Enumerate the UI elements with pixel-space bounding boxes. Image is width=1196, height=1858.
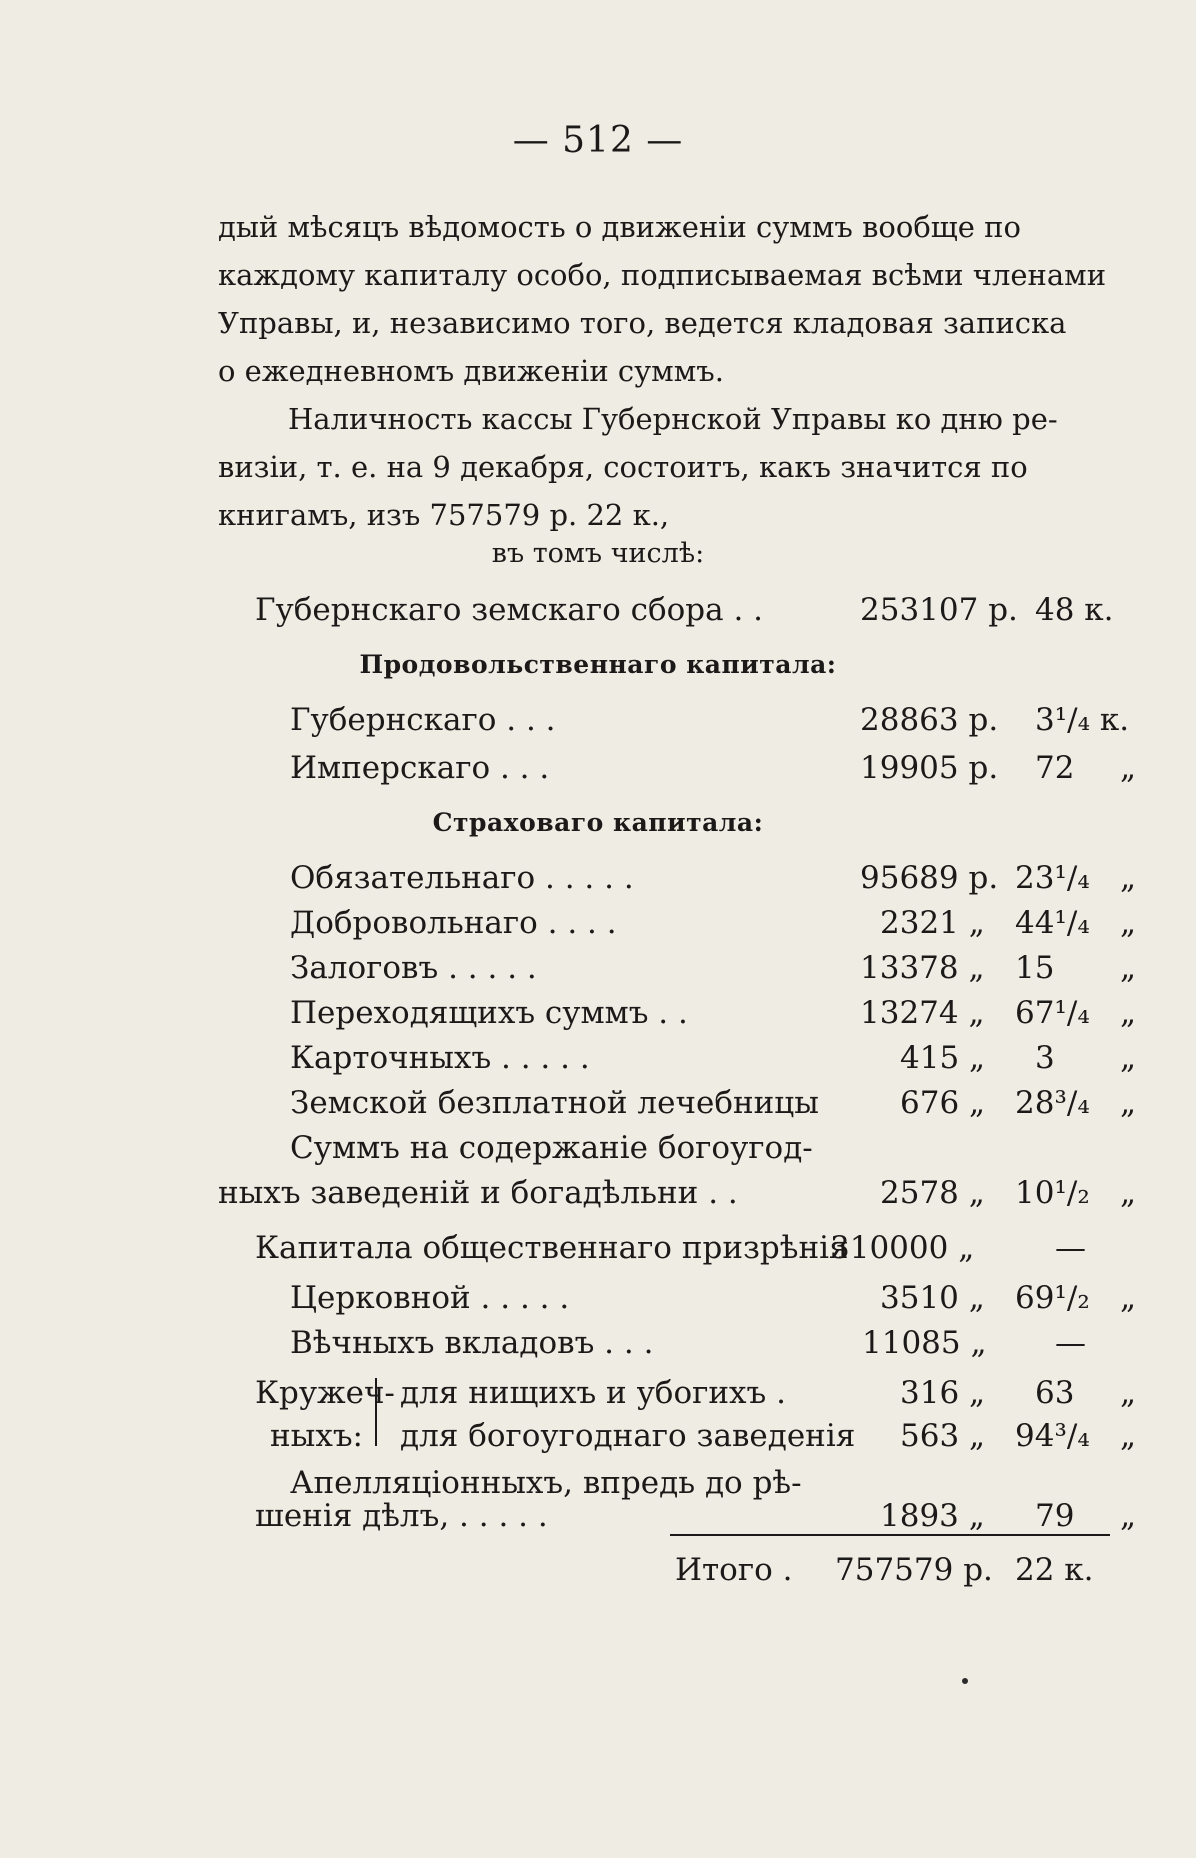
row-rubles: 415 „ — [900, 1040, 986, 1076]
row-gubernskiy-sbor — [0, 592, 1196, 636]
row-label: Губернскаго земскаго сбора . . — [255, 592, 764, 628]
row-label: Капитала общественнаго призрѣнія — [255, 1230, 849, 1266]
row-label: Переходящихъ суммъ . . — [290, 995, 688, 1031]
ditto-mark: „ — [1120, 1280, 1137, 1316]
row-rubles: 11085 „ — [862, 1325, 987, 1361]
row-itogo — [0, 1552, 1196, 1596]
row-vechnykh — [0, 1325, 1196, 1369]
row-kopecks: 15 — [1015, 950, 1055, 986]
ditto-mark: „ — [1120, 905, 1137, 941]
row-lechebnitsy — [0, 1085, 1196, 1129]
row-kopecks: 79 — [1035, 1498, 1075, 1534]
row-label: Вѣчныхъ вкладовъ . . . — [290, 1325, 654, 1361]
row-label: Губернскаго . . . — [290, 702, 556, 738]
heading-food-capital: Продовольственнаго капитала: — [359, 650, 837, 679]
row-label: Апелляціонныхъ, впредь до рѣ- — [290, 1465, 802, 1501]
row-rubles: 2321 „ — [880, 905, 985, 941]
row-rubles: 13378 „ — [860, 950, 985, 986]
row-kopecks: 69¹/₂ — [1015, 1280, 1090, 1316]
ditto-mark: „ — [1120, 1498, 1137, 1534]
text-line: дый мѣсяцъ вѣдомость о движеніи суммъ вообще по — [218, 210, 1021, 244]
row-rubles: 3510 „ — [880, 1280, 985, 1316]
total-rubles: 757579 р. — [835, 1552, 993, 1588]
paragraph-cash-balance — [218, 395, 1130, 539]
row-rubles: 1893 „ — [880, 1498, 985, 1534]
row-prefix: Кружеч- — [255, 1375, 395, 1411]
row-kruzh-bogougod — [0, 1418, 1196, 1462]
row-label: Карточныхъ . . . . . — [290, 1040, 590, 1076]
row-rubles: 28863 р. — [860, 702, 999, 738]
ditto-mark: „ — [1120, 1375, 1137, 1411]
total-label: Итого . — [675, 1552, 793, 1588]
row-rubles: 676 „ — [900, 1085, 986, 1121]
text-line: визіи, т. е. на 9 декабря, состоитъ, какъ значится по — [218, 450, 1028, 484]
row-perekhodyashchikh — [0, 995, 1196, 1039]
row-prizreniya — [0, 1230, 1196, 1274]
row-kopecks: 44¹/₄ — [1015, 905, 1090, 941]
heading-including: въ томъ числѣ: — [491, 538, 705, 569]
ditto-mark: „ — [1120, 1175, 1137, 1211]
row-label: для богоугоднаго заведенія — [400, 1418, 856, 1454]
row-kruzh-nishchikh — [0, 1375, 1196, 1419]
ditto-mark: „ — [1120, 1085, 1137, 1121]
ink-speck — [962, 1678, 968, 1684]
row-kopecks: 63 — [1035, 1375, 1075, 1411]
row-kopecks: 3 — [1035, 1040, 1055, 1076]
row-kopecks: 94³/₄ — [1015, 1418, 1090, 1454]
row-label: Залоговъ . . . . . — [290, 950, 537, 986]
row-label: Добровольнаго . . . . — [290, 905, 617, 941]
row-rubles: 253107 р. — [860, 592, 1018, 628]
row-kopecks: 48 к. — [1035, 592, 1114, 628]
row-kopecks: 67¹/₄ — [1015, 995, 1090, 1031]
row-rubles: 19905 р. — [860, 750, 999, 786]
ditto-mark: „ — [1120, 750, 1137, 786]
row-label: Обязательнаго . . . . . — [290, 860, 634, 896]
paragraph-reporting — [218, 203, 1130, 395]
row-kartochnykh — [0, 1040, 1196, 1084]
row-dobrovolnago — [0, 905, 1196, 949]
row-label: Церковной . . . . . — [290, 1280, 570, 1316]
row-label: Имперскаго . . . — [290, 750, 550, 786]
total-kopecks: 22 к. — [1015, 1552, 1094, 1588]
row-kopecks: — — [1055, 1325, 1086, 1361]
heading-insurance-capital: Страховаго капитала: — [432, 808, 764, 837]
total-rule — [670, 1534, 1110, 1536]
text-line: книгамъ, изъ 757579 р. 22 к., — [218, 498, 670, 532]
row-tserkovnoy — [0, 1280, 1196, 1324]
row-label: Земской безплатной лечебницы — [290, 1085, 819, 1121]
row-rubles: 95689 р. — [860, 860, 999, 896]
row-label: шенія дѣлъ, . . . . . — [255, 1498, 548, 1534]
row-prefix: ныхъ: — [270, 1418, 363, 1454]
row-kopecks: 72 — [1035, 750, 1075, 786]
row-zalogov — [0, 950, 1196, 994]
row-rubles: 563 „ — [900, 1418, 986, 1454]
row-imperskago — [0, 750, 1196, 794]
row-kopecks: 3¹/₄ к. — [1035, 702, 1130, 738]
row-label: Суммъ на содержаніе богоугод- — [290, 1130, 813, 1166]
row-kopecks: 28³/₄ — [1015, 1085, 1090, 1121]
page-number: — 512 — — [512, 120, 684, 161]
row-kopecks: 23¹/₄ — [1015, 860, 1090, 896]
row-summ-line-1 — [0, 1130, 1196, 1174]
row-kopecks: — — [1055, 1230, 1086, 1266]
row-rubles: 316 „ — [900, 1375, 986, 1411]
ditto-mark: „ — [1120, 995, 1137, 1031]
ditto-mark: „ — [1120, 1418, 1137, 1454]
row-gubernskago — [0, 702, 1196, 746]
text-line: каждому капиталу особо, подписываемая всѣми членами — [218, 258, 1107, 292]
row-rubles: 13274 „ — [860, 995, 985, 1031]
row-obyazatelnago — [0, 860, 1196, 904]
row-rubles: 2578 „ — [880, 1175, 985, 1211]
row-label: ныхъ заведеній и богадѣльни . . — [218, 1175, 738, 1211]
text-line: о ежедневномъ движеніи суммъ. — [218, 354, 724, 388]
row-label: для нищихъ и убогихъ . — [400, 1375, 786, 1411]
ditto-mark: „ — [1120, 950, 1137, 986]
text-line: Наличность кассы Губернской Управы ко дню ре- — [288, 402, 1058, 436]
ditto-mark: „ — [1120, 860, 1137, 896]
row-summ-bogadelni — [0, 1175, 1196, 1219]
row-rubles: 310000 „ — [830, 1230, 975, 1266]
ditto-mark: „ — [1120, 1040, 1137, 1076]
row-kopecks: 10¹/₂ — [1015, 1175, 1090, 1211]
text-line: Управы, и, независимо того, ведется кладовая записка — [218, 306, 1067, 340]
